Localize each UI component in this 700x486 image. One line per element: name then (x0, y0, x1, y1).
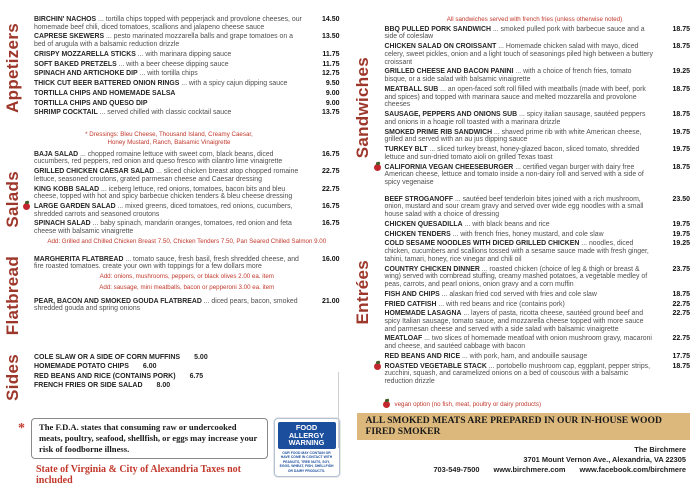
menu-item (385, 301, 691, 309)
menu-item (34, 256, 340, 271)
item-desc: ... mixed greens, diced tomatoes, red onions, cucumbers, shredded carrots and seasoned croutons (34, 202, 293, 218)
item-price: 6.75 (189, 372, 204, 380)
item-name: CRISPY MOZZARELLA STICKS (34, 50, 136, 58)
item-desc: ... sliced turkey breast, honey-glazed bacon, sliced tomato, shredded lettuce and sun-dried tomato aioli on grilled Texas toast (384, 146, 640, 161)
menu-item (34, 151, 340, 166)
item-price: 21.00 (321, 297, 340, 305)
item-price: 19.75 (672, 220, 690, 228)
menu-item (34, 220, 340, 235)
item-price: 22.75 (672, 310, 690, 318)
side-item (34, 363, 340, 370)
item-price: 19.75 (672, 230, 690, 238)
item-desc: ... with a choice of french fries, tomato bisque, or a side salad with balsamic vinaigrette (384, 68, 632, 84)
item-name: RED BEANS AND RICE (CONTAINS PORK) (34, 372, 176, 380)
venue-phone: 703-549-7500 (433, 465, 480, 475)
item-name: COUNTRY CHICKEN DINNER (384, 265, 480, 273)
item-name: GRILLED CHICKEN CAESAR SALAD (34, 168, 155, 176)
section-entrees (355, 196, 691, 388)
vegan-tomato-icon (374, 363, 381, 370)
item-price: 11.75 (322, 50, 340, 58)
menu-item (34, 33, 340, 48)
sides-label: Sides (2, 353, 22, 401)
item-price: 23.50 (672, 195, 690, 203)
menu-item (34, 109, 340, 117)
item-price: 6.00 (142, 363, 157, 371)
item-price: 11.75 (322, 60, 340, 68)
item-name: CHICKEN TENDERS (384, 230, 451, 238)
item-name: TORTILLA CHIPS AND QUESO DIP (34, 99, 148, 107)
item-desc: ... with a beer cheese dipping sauce (118, 60, 229, 68)
item-desc: ... diced pears, bacon, smoked shredded gouda and spring onions (34, 297, 298, 313)
menu-item (385, 353, 691, 361)
item-price: 16.75 (321, 202, 340, 210)
item-price: 16.75 (321, 150, 340, 158)
section-appetizers (4, 16, 340, 119)
salads-add-note: Add: Grilled and Chilled Chicken Breast 7.50, Chicken Tenders 7.50, Pan Seared Chilled Salmon 9.00 (47, 237, 327, 245)
item-desc: ... tomato sauce, fresh basil, fresh shredded cheese, and fire roasted tomatoes. create your own with toppings for a few dollars more (34, 255, 299, 271)
item-price: 5.00 (194, 353, 208, 361)
item-desc: ... shaved prime rib with white American cheese, grilled and served with an au jus dipping sauce (384, 128, 642, 144)
item-name: MEATBALL SUB (384, 85, 439, 93)
item-name: CALIFORNIA VEGAN CHEESEBURGER (384, 163, 514, 171)
salads-label: Salads (2, 171, 22, 228)
venue-facebook: www.facebook.com/birchmere (579, 465, 686, 475)
venue-website: www.birchmere.com (493, 465, 566, 475)
item-name: SPINACH AND ARTICHOKE DIP (34, 70, 138, 78)
item-price: 18.75 (672, 25, 690, 33)
allergy-sign-title: FOOD ALLERGY WARNING (278, 422, 336, 449)
item-desc: ... two slices of homemade meatloaf with onion mushroom gravy, macaroni and cheese, and sautéed cabbage with bacon (384, 335, 652, 351)
venue-name: The Birchmere (634, 444, 686, 454)
contact-block (355, 445, 691, 476)
item-name: BEEF STROGANOFF (384, 195, 454, 203)
menu-item (385, 266, 691, 289)
item-name: FRENCH FRIES OR SIDE SALAD (34, 382, 143, 390)
menu-item (385, 26, 691, 41)
flatbread-add-note-1: Add: onions, mushrooms, peppers, or black olives 2.00 ea. item (99, 273, 274, 281)
allergy-sign-body: OUR FOOD MAY CONTAIN OR HAVE COME IN CONTACT WITH PEANUTS, TREE NUTS, SOY, EGGS, WHEAT, FISH, SHELLFISH OR DAIRY PRODUCTS. (279, 451, 334, 473)
item-name: CHICKEN QUESADILLA (384, 220, 463, 228)
item-desc: ... sautéed beef tenderloin bites joined with a rich mushroom, onion, mustard and sour cream gravy and served over wide egg noodles with a small house salad with a choice of dressing (384, 195, 644, 219)
item-name: LARGE GARDEN SALAD (34, 202, 116, 210)
item-desc: ... sliced chicken breast atop chopped romaine lettuce, seasoned croutons, grated parmesan cheese and Caesar dressing (34, 168, 299, 183)
menu-item (385, 43, 691, 66)
menu-item (385, 68, 691, 83)
menu-item (34, 16, 340, 31)
item-name: SHRIMP COCKTAIL (34, 109, 98, 117)
left-column (2, 16, 340, 486)
red-asterisk: * (18, 420, 25, 436)
item-name: BAJA SALAD (34, 150, 79, 158)
item-name: BIRCHIN' NACHOS (34, 16, 97, 23)
item-desc: ... with tortilla chips (139, 70, 198, 78)
entrees-label: Entrées (353, 259, 372, 325)
item-name: SOFT BAKED PRETZELS (34, 60, 117, 68)
menu-item (34, 80, 340, 88)
menu-item (34, 70, 340, 78)
item-desc: ... with a spicy cajun dipping sauce (181, 80, 288, 88)
tax-note: State of Virginia & City of Alexandria Taxes not included (36, 464, 242, 486)
item-price: 22.75 (321, 168, 340, 176)
section-sides (4, 354, 340, 401)
side-item (34, 373, 340, 380)
item-desc: ... smoked pulled pork with barbecue sauce and a side of coleslaw (384, 25, 645, 41)
item-name: THICK CUT BEER BATTERED ONION RINGS (34, 80, 180, 88)
item-price: 19.25 (672, 240, 690, 248)
vegan-tomato-icon (383, 401, 390, 408)
item-name: ROASTED VEGETABLE STACK (384, 362, 487, 370)
menu-item (34, 168, 340, 183)
vegan-tomato-icon (374, 164, 381, 171)
item-price: 22.75 (321, 185, 340, 193)
item-price: 19.75 (672, 128, 690, 136)
flatbread-label: Flatbread (2, 255, 22, 335)
menu-item (34, 100, 340, 108)
item-price: 17.75 (672, 352, 690, 360)
section-sandwiches (355, 26, 691, 189)
item-price: 23.75 (672, 265, 690, 273)
appetizers-label: Appetizers (2, 22, 22, 113)
menu-item (34, 298, 340, 313)
menu-item (34, 186, 340, 201)
item-desc: ... pesto marinated mozzarella balls and grape tomatoes on a bed of arugula with a balsamic reduction drizzle (34, 33, 293, 49)
item-price: 22.75 (672, 335, 690, 343)
menu-item (385, 231, 691, 239)
item-name: SAUSAGE, PEPPERS AND ONIONS SUB (384, 111, 518, 119)
item-name: COLE SLAW OR A SIDE OF CORN MUFFINS (34, 353, 181, 361)
item-name: CHICKEN SALAD ON CROISSANT (384, 43, 497, 51)
item-price: 14.50 (321, 16, 340, 23)
item-price: 13.50 (321, 33, 340, 41)
item-name: MARGHERITA FLATBREAD (34, 255, 124, 263)
item-desc: ... Homemade chicken salad with mayo, diced celery, sweet pickles, onion and a light touch of seasonings piled high between a buttery croissant (384, 43, 653, 66)
item-price: 18.75 (672, 111, 690, 119)
item-desc: ... certified vegan burger with dairy free American cheese, lettuce and tomato inside a non-dairy roll and served with a side of spicy vegenaise (384, 163, 644, 186)
item-name: FISH AND CHIPS (384, 290, 440, 298)
item-name: CAPRESE SKEWERS (34, 33, 105, 41)
item-price: 18.75 (672, 163, 690, 171)
side-item (34, 354, 340, 361)
item-desc: ... with marinara dipping sauce (137, 50, 232, 58)
item-price: 9.00 (325, 99, 340, 107)
item-name: PEAR, BACON AND SMOKED GOUDA FLATBREAD (34, 297, 202, 305)
side-item (34, 382, 340, 389)
item-desc: ... with french fries, honey mustard, and cole slaw (452, 230, 604, 238)
item-price: 22.75 (672, 300, 690, 308)
section-flatbread (4, 256, 340, 335)
sandwiches-note: All sandwiches served with french fries (unless otherwise noted) (446, 16, 623, 23)
item-name: COLD SESAME NOODLES WITH DICED GRILLED CHICKEN (384, 240, 580, 248)
menu-item (385, 129, 691, 144)
flatbread-add-note-2: Add: sausage, mini meatballs, bacon or pepperoni 3.00 ea. item (99, 283, 275, 291)
item-name: GRILLED CHEESE AND BACON PANINI (384, 68, 514, 76)
item-price: 9.50 (325, 80, 340, 88)
item-name: HOMEMADE LASAGNA (384, 310, 462, 318)
item-desc: ... noodles, diced chicken, cucumbers and scallions tossed with a sesame sauce made with fresh ginger, tahini, tamari, honey, rice vinegar and chili oil (384, 240, 649, 263)
menu-item (385, 111, 691, 126)
item-desc: ... layers of pasta, ricotta cheese, sautéed ground beef and spicy Italian sausage, tomato sauce, and mozzarella cheese topped with more sauce and parmesan cheese and served with a side salad with balsamic vinaigrette (384, 310, 644, 333)
item-name: TORTILLA CHIPS AND HOMEMADE SALSA (34, 89, 176, 97)
item-desc: ... chopped romaine lettuce with sweet corn, black beans, diced cucumbers, red peppers, red onion and queso fresco with cilantro lime vinaigrette (34, 150, 283, 166)
vegan-legend-text: vegan option (no fish, meat, poultry or dairy products) (394, 400, 542, 408)
item-name: BBQ PULLED PORK SANDWICH (384, 25, 491, 33)
item-desc: ... alaskan fried cod served with fries and cole slaw (441, 290, 597, 298)
dressings-note: * Dressings: Bleu Cheese, Thousand Island, Creamy Caesar, Honey Mustard, Ranch, Balsamic Vinaigrette (85, 131, 253, 146)
item-desc: ... served chilled with classic cocktail sauce (99, 109, 232, 117)
item-price: 9.00 (325, 89, 340, 97)
menu-item (385, 310, 691, 333)
item-price: 8.00 (156, 382, 171, 390)
smoker-banner: ALL SMOKED MEATS ARE PREPARED IN OUR IN-HOUSE WOOD FIRED SMOKER (357, 413, 691, 440)
menu-item (385, 291, 691, 299)
item-price: 12.75 (321, 70, 340, 78)
item-price: 18.75 (672, 85, 690, 93)
item-desc: ... spicy italian sausage, sautéed peppers and onions in a hoagie roll toasted with a marinara drizzle (384, 111, 646, 126)
item-desc: ... portobello mushroom cap, eggplant, pepper strips, zucchini, squash, and caramelized onions on a bed of couscous with a balsamic reduction drizzle (384, 362, 651, 386)
item-price: 16.75 (321, 220, 340, 228)
section-salads (4, 151, 340, 249)
item-desc: ... with red beans and rice (contains pork) (438, 300, 565, 308)
menu-item (385, 196, 691, 219)
item-desc: ... an open-faced soft roll filled with meatballs (made with beef, pork and spices) and topped with marinara sauce and melted mozzarella and provolone cheeses (384, 85, 646, 109)
menu-item (385, 146, 691, 161)
menu-item (385, 240, 691, 263)
item-price: 19.75 (672, 146, 690, 154)
food-allergy-warning-sign (274, 418, 340, 477)
vegan-tomato-icon (23, 203, 30, 210)
item-price: 13.75 (321, 109, 340, 117)
fda-statement: The F.D.A. states that consuming raw or undercooked meats, poultry, seafood, shellfish, or eggs may increase your risk of foodborne illness. (31, 418, 268, 460)
menu-item (385, 335, 691, 350)
item-price: 18.75 (672, 362, 690, 370)
item-name: HOMEMADE POTATO CHIPS (34, 363, 129, 371)
column-divider-line (338, 372, 339, 448)
item-desc: ... with black beans and rice (464, 220, 550, 228)
item-name: MEATLOAF (384, 335, 423, 343)
menu-item (385, 221, 691, 229)
menu-item (34, 61, 340, 69)
item-name: TURKEY BLT (384, 146, 428, 154)
item-desc: ... roasted chicken (choice of leg & thigh or breast & wing) served with cornbread stuffing, creamy mashed potatoes, a vegetable medley of peas, carrots, and pearl onions, onion gravy and a corn muffin (384, 265, 648, 289)
item-price: 16.00 (321, 255, 340, 263)
item-price: 18.75 (672, 43, 690, 51)
menu-item (34, 90, 340, 98)
item-name: KING KOBB SALAD (34, 185, 100, 193)
item-name: SPINACH SALAD (34, 220, 91, 228)
menu-item (385, 86, 691, 109)
item-desc: ... tortilla chips topped with pepperjack and provolone cheeses, our homemade beef chili, diced tomatoes, scallions and jalapeno cheese sauce (34, 16, 302, 31)
vegan-legend (383, 401, 691, 409)
item-name: FRIED CATFISH (384, 300, 437, 308)
menu-item-vegan (385, 363, 691, 386)
item-desc: ... iceberg lettuce, red onions, tomatoes, bacon bits and bleu cheese, topped with hot and spicy barbecue chicken tenders & bleu cheese dressing (34, 185, 293, 201)
item-price: 18.75 (672, 290, 690, 298)
fda-disclaimer-area (18, 418, 340, 486)
item-name: RED BEANS AND RICE (384, 352, 461, 360)
menu-item-vegan (385, 164, 691, 187)
item-desc: ... with pork, ham, and andouille sausage (461, 352, 588, 360)
right-column (353, 16, 691, 475)
item-price: 19.25 (672, 68, 690, 76)
menu-item (34, 51, 340, 59)
sandwiches-label: Sandwiches (353, 56, 372, 158)
item-name: SMOKED PRIME RIB SANDWICH (384, 128, 493, 136)
item-desc: ... baby spinach, mandarin oranges, tomatoes, red onion and feta cheese with balsamic vinaigrette (34, 220, 292, 236)
menu-item-vegan (34, 203, 340, 218)
venue-address: 3701 Mount Vernon Ave., Alexandria, VA 22305 (523, 454, 686, 464)
